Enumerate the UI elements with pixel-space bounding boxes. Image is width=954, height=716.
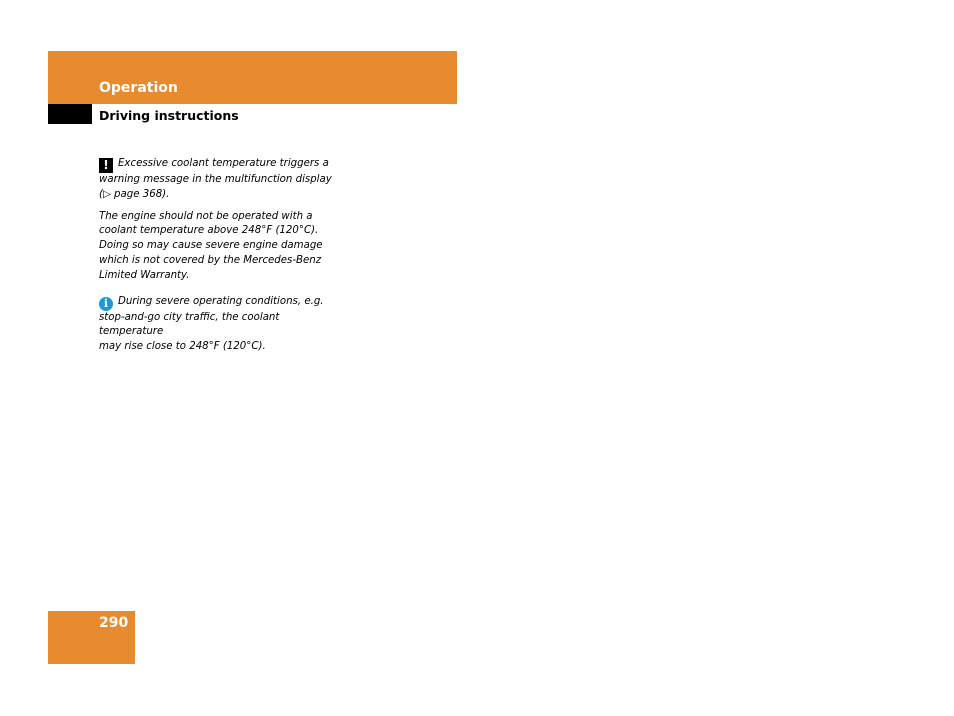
info-note xyxy=(99,295,339,355)
engine-damage-note xyxy=(99,210,339,284)
engine-text-line: Limited Warranty. xyxy=(99,269,190,281)
warning-text-line: Excessive coolant temperature triggers a xyxy=(118,158,329,169)
page-number: 290 xyxy=(99,615,129,631)
info-icon: i xyxy=(99,297,113,311)
info-text-line: may rise close to 248°F (120°C). xyxy=(99,341,266,353)
engine-text-line: which is not covered by the Mercedes-Benz xyxy=(99,254,322,266)
info-text-line: stop-and-go city traffic, the coolant temperature xyxy=(99,311,280,338)
content-column xyxy=(99,157,339,362)
warning-text-line: warning message in the multifunction display xyxy=(99,174,332,185)
engine-text-line: Doing so may cause severe engine damage xyxy=(99,240,323,252)
warning-icon: ! xyxy=(99,158,113,173)
section-marker-tab xyxy=(48,104,92,124)
header-band xyxy=(48,51,457,104)
section-title: Operation xyxy=(99,80,178,96)
page-reference-link[interactable]: (▷ page 368). xyxy=(99,188,170,200)
warning-note xyxy=(99,157,339,203)
info-text-line: During severe operating conditions, e.g. xyxy=(118,295,324,307)
engine-text-line: The engine should not be operated with a xyxy=(99,210,313,222)
engine-text-line: coolant temperature above 248°F (120°C). xyxy=(99,225,319,237)
subsection-title: Driving instructions xyxy=(99,108,239,123)
